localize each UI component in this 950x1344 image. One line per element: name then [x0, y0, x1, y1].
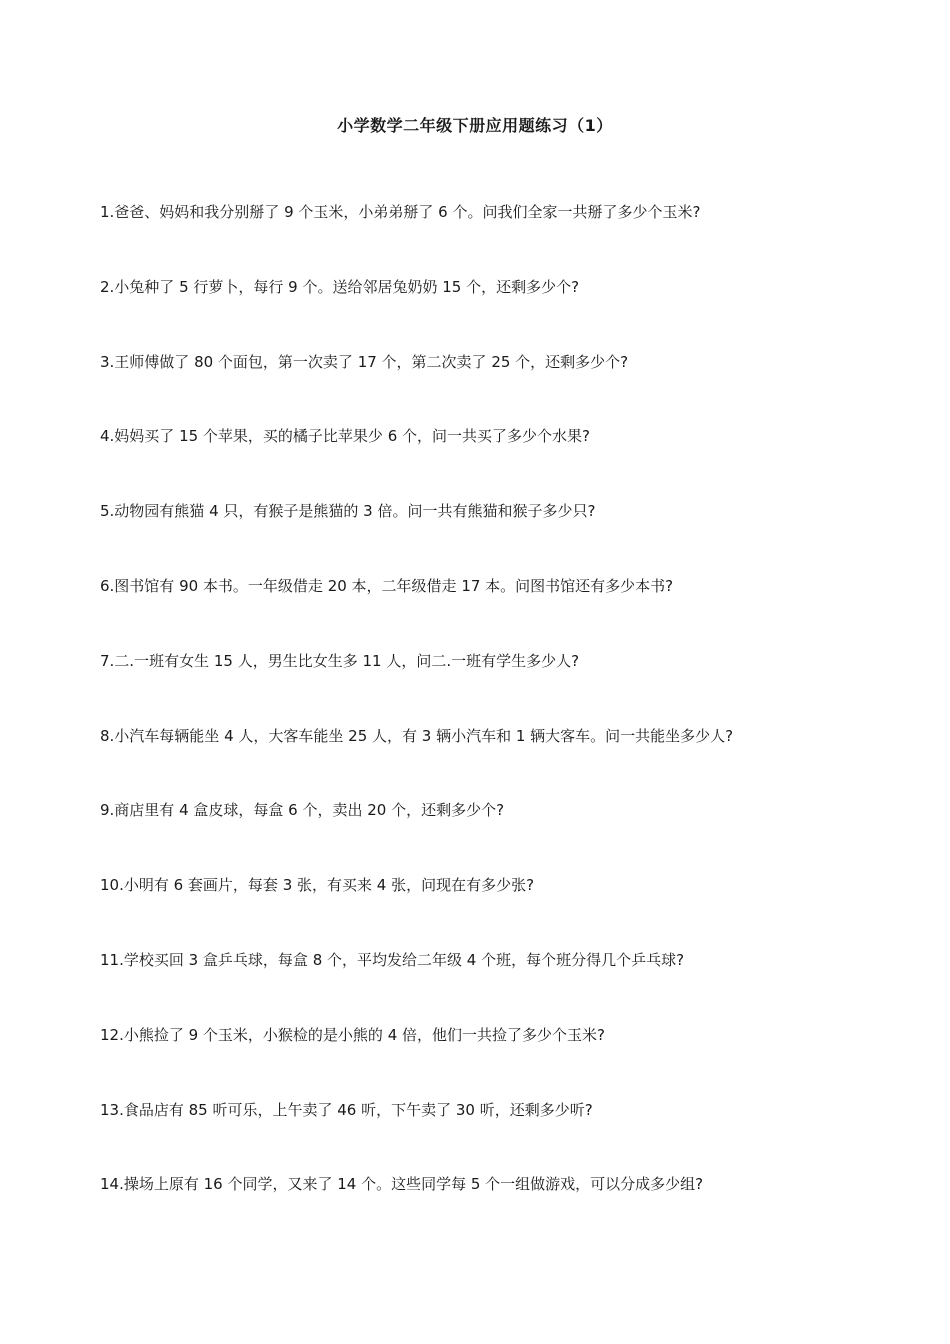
question-item: 12.小熊捡了 9 个玉米，小猴检的是小熊的 4 倍，他们一共捡了多少个玉米?	[100, 1025, 605, 1044]
question-item: 13.食品店有 85 听可乐，上午卖了 46 听，下午卖了 30 听，还剩多少听?	[100, 1100, 593, 1119]
question-item: 14.操场上原有 16 个同学，又来了 14 个。这些同学每 5 个一组做游戏，可以分成多少组?	[100, 1175, 704, 1194]
question-item: 4.妈妈买了 15 个苹果，买的橘子比苹果少 6 个，问一共买了多少个水果?	[100, 427, 590, 446]
question-item: 2.小兔种了 5 行萝卜，每行 9 个。送给邻居兔奶奶 15 个，还剩多少个?	[100, 277, 580, 296]
question-item: 10.小明有 6 套画片，每套 3 张，有买来 4 张，问现在有多少张?	[100, 876, 535, 895]
question-item: 5.动物园有熊猫 4 只，有猴子是熊猫的 3 倍。问一共有熊猫和猴子多少只?	[100, 502, 596, 521]
question-item: 9.商店里有 4 盒皮球，每盒 6 个，卖出 20 个，还剩多少个?	[100, 801, 505, 820]
question-item: 7.二.一班有女生 15 人，男生比女生多 11 人，问二.一班有学生多少人?	[100, 651, 580, 670]
question-item: 11.学校买回 3 盒乒乓球，每盒 8 个，平均发给二年级 4 个班，每个班分得几个乒乓球?	[100, 950, 685, 969]
question-item: 8.小汽车每辆能坐 4 人，大客车能坐 25 人，有 3 辆小汽车和 1 辆大客车。问一共能坐多少人?	[100, 726, 734, 745]
document-title: 小学数学二年级下册应用题练习（1）	[337, 116, 613, 135]
question-item: 3.王师傅做了 80 个面包，第一次卖了 17 个，第二次卖了 25 个，还剩多少个?	[100, 352, 629, 371]
question-list	[100, 201, 880, 1248]
question-item: 6.图书馆有 90 本书。一年级借走 20 本，二年级借走 17 本。问图书馆还有多少本书?	[100, 576, 674, 595]
question-item: 1.爸爸、妈妈和我分别掰了 9 个玉米，小弟弟掰了 6 个。问我们全家一共掰了多少个玉米?	[100, 203, 701, 221]
